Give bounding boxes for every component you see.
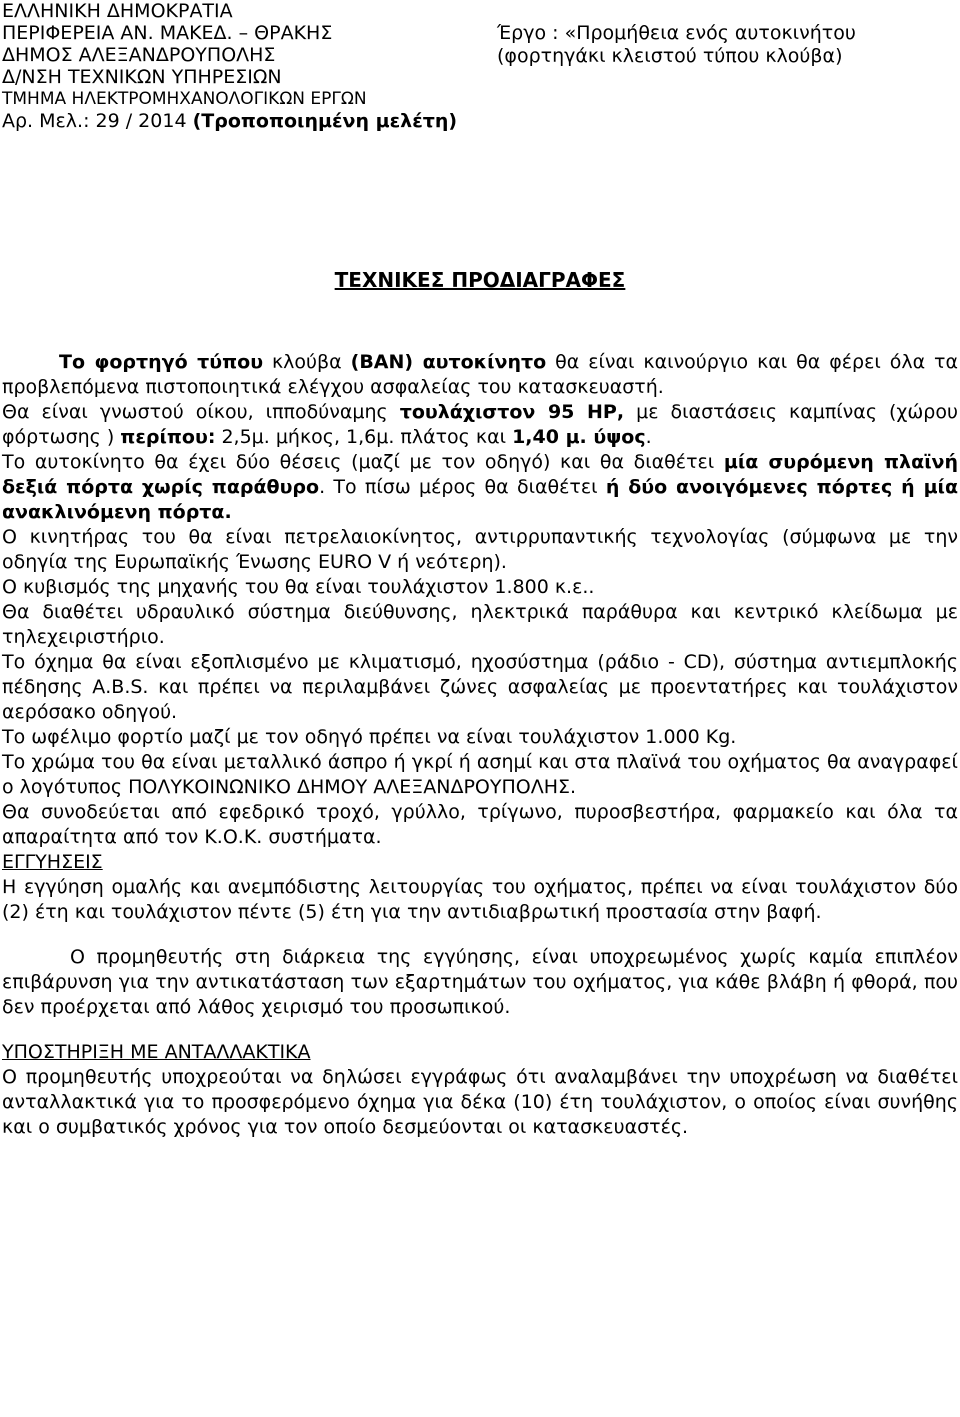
issuer-line-directorate: Δ/ΝΣΗ ΤΕΧΝΙΚΩΝ ΥΠΗΡΕΣΙΩΝ [2,66,282,88]
paragraph-equipment: Το όχημα θα είναι εξοπλισμένο με κλιματισμό, ηχοσύστημα (ράδιο - CD), σύστημα αντιεμπλοκής πέδησης Α.Β.S. και πρέπει να περιλαμβάνει ζώνες ασφαλείας με προεντατήρες και τουλάχιστον αερόσακο οδηγού. [2,651,958,723]
paragraph-vehicle-type [2,350,958,400]
issuer-line-department: ΤΜΗΜΑ ΗΛΕΚΤΡΟΜΗΧΑΝΟΛΟΓΙΚΩΝ ΕΡΓΩΝ [2,89,367,109]
page-title: ΤΕΧΝΙΚΕΣ ΠΡΟΔΙΑΓΡΑΦΕΣ [334,268,626,292]
study-number-line [2,110,457,132]
study-note: (Τροποποιημένη μελέτη) [192,110,458,132]
paragraph-seats-doors [2,450,958,525]
paragraph-steering: Θα διαθέτει υδραυλικό σύστημα διεύθυνσης, ηλεκτρικά παράθυρα και κεντρικό κλείδωμα με τηλεχειριστήριο. [2,601,958,648]
paragraph-engine: Ο κινητήρας του θα είναι πετρελαιοκίνητος, αντιρρυπαντικής τεχνολογίας (σύμφωνα με την οδηγία της Ευρωπαϊκής Ένωσης EURO V ή νεότερη). [2,526,958,573]
study-number: Αρ. Μελ.: 29 / 2014 [2,110,187,132]
p2-bold-b: τουλάχιστον 95 ΗΡ, [399,401,625,423]
p3-bold-d: ή δύο ανοιγόμενες πόρτες ή μία ανακλινόμενη πόρτα. [2,476,959,523]
issuer-line-region: ΠΕΡΙΦΕΡΕΙΑ ΑΝ. ΜΑΚΕΔ. – ΘΡΑΚΗΣ [2,22,333,44]
heading-guarantees: ΕΓΓΥΗΣΕΙΣ [2,851,103,873]
paragraph-color: Το χρώμα του θα είναι μεταλλικό άσπρο ή γκρί ή ασημί και στα πλαϊνά του οχήματος θα αναγραφεί ο λογότυπος ΠΟΛΥΚΟΙΝΩΝΙΚΟ ΔΗΜΟΥ ΑΛΕΞΑΝΔΡΟΥΠΟΛΗΣ. [2,751,958,798]
p3-text-c: . Το πίσω μέρος θα διαθέτει [319,476,606,498]
project-block [497,22,856,68]
paragraph-displacement: Ο κυβισμός της μηχανής του θα είναι τουλάχιστον 1.800 κ.ε.. [2,576,595,598]
p1-text-b: κλούβα [263,351,351,373]
p2-text-a: Θα είναι γνωστού οίκου, ιπποδύναμης [2,401,400,423]
p1-text-d: θα είναι καινούργιο και θα φέρει όλα τα προβλεπόμενα πιστοποιητικά ελέγχου ασφαλείας του κατασκευαστή. [2,351,959,398]
issuer-line-municipality: ΔΗΜΟΣ ΑΛΕΞΑΝΔΡΟΥΠΟΛΗΣ [2,44,276,66]
p2-text-g: . [645,426,652,448]
project-line-2: (φορτηγάκι κλειστού τύπου κλούβα) [497,45,843,67]
p2-bold-f: 1,40 μ. ύψος [512,426,646,448]
p3-bold-b: μία συρόμενη πλαϊνή δεξιά πόρτα χωρίς παράθυρο [2,451,959,498]
issuer-line-country: ΕΛΛΗΝΙΚΗ ΔΗΜΟΚΡΑΤΙΑ [2,0,233,22]
paragraph-payload: Το ωφέλιμο φορτίο μαζί με τον οδηγό πρέπει να είναι τουλάχιστον 1.000 Kg. [2,726,737,748]
p2-bold-d: περίπου: [120,426,216,448]
issuer-block [2,0,457,132]
paragraph-guarantee-obligation: Ο προμηθευτής στη διάρκεια της εγγύησης, είναι υποχρεωμένος χωρίς καμία επιπλέον επιβάρυνση για την αντικατάσταση των εξαρτημάτων του οχήματος, για κάθε βλάβη ή φθορά, που δεν προέρχεται από λάθος χειρισμό του προσωπικού. [2,946,958,1018]
p2-text-e: 2,5μ. μήκος, 1,6μ. πλάτος και [215,426,513,448]
paragraph-guarantee-period: Η εγγύηση ομαλής και ανεμπόδιστης λειτουργίας του οχήματος, πρέπει να είναι τουλάχιστον δύο (2) έτη και τουλάχιστον πέντε (5) έτη για την αντιδιαβρωτική προστασία στην βαφή. [2,876,958,923]
paragraph-spare-parts: Ο προμηθευτής υποχρεούται να δηλώσει εγγράφως ότι αναλαμβάνει την υποχρέωση να διαθέτει ανταλλακτικά για το προσφερόμενο όχημα για δέκα (10) έτη τουλάχιστον, ο οποίος είναι συνήθης και ο συμβατικός χρόνος για τον οποίο δεσμεύονται οι κατασκευαστές. [2,1066,958,1138]
paragraph-dimensions [2,400,958,450]
p3-text-a: Το αυτοκίνητο θα έχει δύο θέσεις (μαζί με τον οδηγό) και θα διαθέτει [2,451,724,473]
project-line-1: Έργο : «Προμήθεια ενός αυτοκινήτου [497,22,856,44]
p1-bold-a: Το φορτηγό τύπου [59,351,264,373]
paragraph-accessories: Θα συνοδεύεται από εφεδρικό τροχό, γρύλλο, τρίγωνο, πυροσβεστήρα, φαρμακείο και όλα τα απαραίτητα από τον Κ.Ο.Κ. συστήματα. [2,801,958,848]
p2-text-c: με διαστάσεις καμπίνας (χώρου φόρτωσης ) [2,401,958,448]
p1-bold-c: (ΒΑΝ) αυτοκίνητο [350,351,547,373]
document-body [2,350,958,1140]
heading-spare-parts: ΥΠΟΣΤΗΡΙΞΗ ΜΕ ΑΝΤΑΛΛΑΚΤΙΚΑ [2,1041,311,1063]
